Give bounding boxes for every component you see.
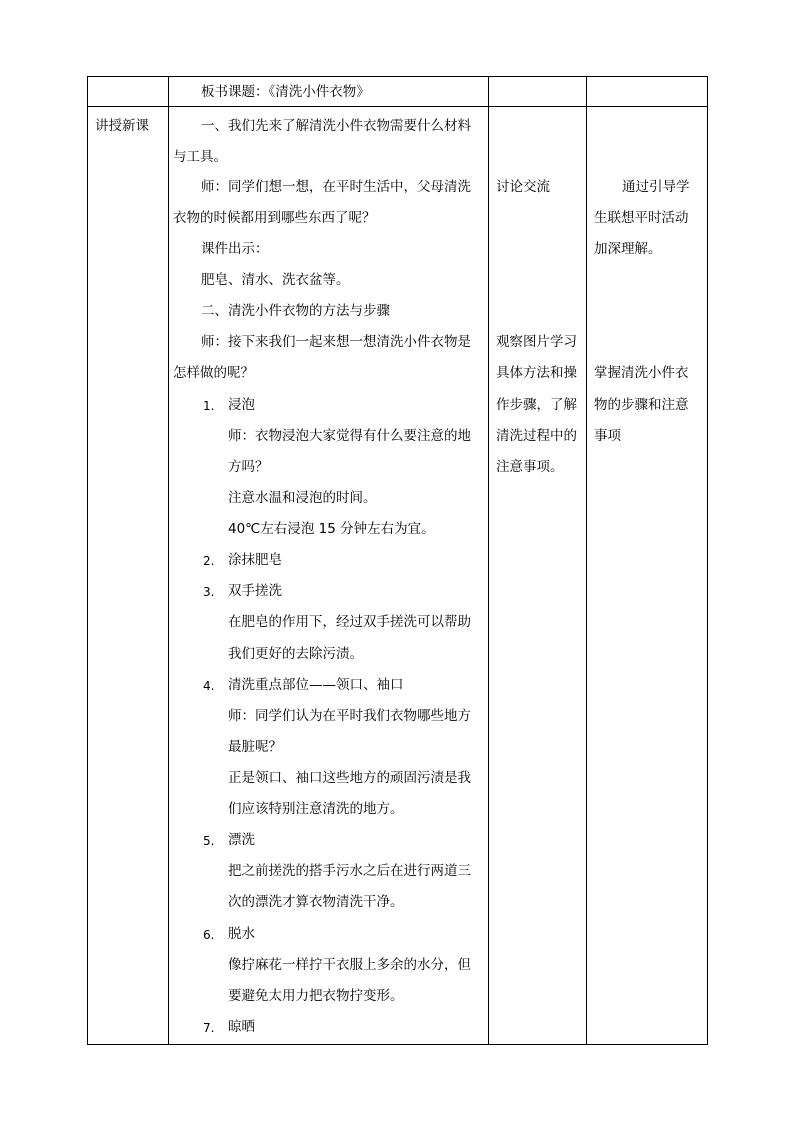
step-title: 漂洗 [228, 832, 255, 848]
board-title: 板书课题：《清洗小件衣物》 [201, 84, 370, 100]
step-number: 2. [203, 554, 215, 568]
step-detail: 在肥皂的作用下，经过双手搓洗可以帮助 [228, 614, 471, 630]
header-cell-activity [489, 77, 587, 107]
step-title: 脱水 [228, 926, 255, 942]
step-title: 涂抹肥皂 [228, 552, 282, 568]
step-detail: 最脏呢？ [228, 739, 282, 755]
step-detail: 方吗？ [228, 459, 269, 475]
step-title: 双手搓洗 [228, 583, 282, 599]
step-detail: 40℃左右浸泡 15 分钟左右为宜。 [228, 521, 435, 537]
step-detail: 像拧麻花一样拧干衣服上多余的水分，但 [228, 957, 471, 973]
step-title: 清洗重点部位——领口、袖口 [228, 677, 404, 693]
step-number: 6. [203, 928, 215, 942]
content-p4: 肥皂、清水、洗衣盆等。 [201, 272, 350, 288]
step-detail: 次的漂洗才算衣物清洗干净。 [228, 894, 404, 910]
step-detail: 我们更好的去除污渍。 [228, 646, 363, 662]
section-label-cell [88, 107, 169, 1045]
intent-text: 生联想平时活动 [594, 210, 689, 226]
section-label: 讲授新课 [95, 118, 149, 134]
content-p2-line2: 衣物的时候都用到哪些东西了呢？ [173, 210, 376, 226]
step-number: 1. [203, 399, 215, 413]
step-detail: 要避免太用力把衣物拧变形。 [228, 988, 404, 1004]
activity-text: 作步骤，了解 [496, 397, 577, 413]
intent-text: 通过引导学 [622, 179, 690, 195]
content-p5: 二、清洗小件衣物的方法与步骤 [201, 303, 390, 319]
activity-text: 注意事项。 [496, 459, 564, 475]
intent-text: 物的步骤和注意 [594, 397, 689, 413]
header-cell-label [88, 77, 169, 107]
step-detail: 注意水温和浸泡的时间。 [228, 490, 377, 506]
step-number: 3. [203, 585, 215, 599]
content-p1-line2: 与工具。 [173, 149, 227, 165]
content-p3: 课件出示： [201, 241, 269, 257]
step-title: 晾晒 [228, 1019, 255, 1035]
content-p2-line1: 师：同学们想一想，在平时生活中，父母清洗 [201, 179, 471, 195]
content-p1-line1: 一、我们先来了解清洗小件衣物需要什么材料 [201, 118, 471, 134]
student-activity-cell [489, 107, 587, 1045]
header-row [88, 77, 708, 107]
step-detail: 把之前搓洗的搭手污水之后在进行两道三 [228, 863, 471, 879]
step-detail: 们应该特别注意清洗的地方。 [228, 801, 404, 817]
intent-text: 事项 [594, 428, 621, 444]
header-cell-intent [587, 77, 708, 107]
activity-text: 具体方法和操 [496, 365, 577, 381]
intent-text: 掌握清洗小件衣 [594, 365, 689, 381]
step-number: 5. [203, 834, 215, 848]
activity-text: 讨论交流 [496, 179, 550, 195]
intent-text: 加深理解。 [594, 241, 662, 257]
activity-text: 清洗过程中的 [496, 428, 577, 444]
content-p6-line2: 怎样做的呢？ [173, 365, 254, 381]
step-number: 7. [203, 1021, 215, 1035]
activity-text: 观察图片学习 [496, 334, 577, 350]
step-detail: 正是领口、袖口这些地方的顽固污渍是我 [228, 770, 471, 786]
content-p6-line1: 师：接下来我们一起来想一想清洗小件衣物是 [201, 334, 471, 350]
step-detail: 师：同学们认为在平时我们衣物哪些地方 [228, 708, 471, 724]
step-number: 4. [203, 679, 215, 693]
step-detail: 师：衣物浸泡大家觉得有什么要注意的地 [228, 428, 471, 444]
step-title: 浸泡 [228, 397, 255, 413]
